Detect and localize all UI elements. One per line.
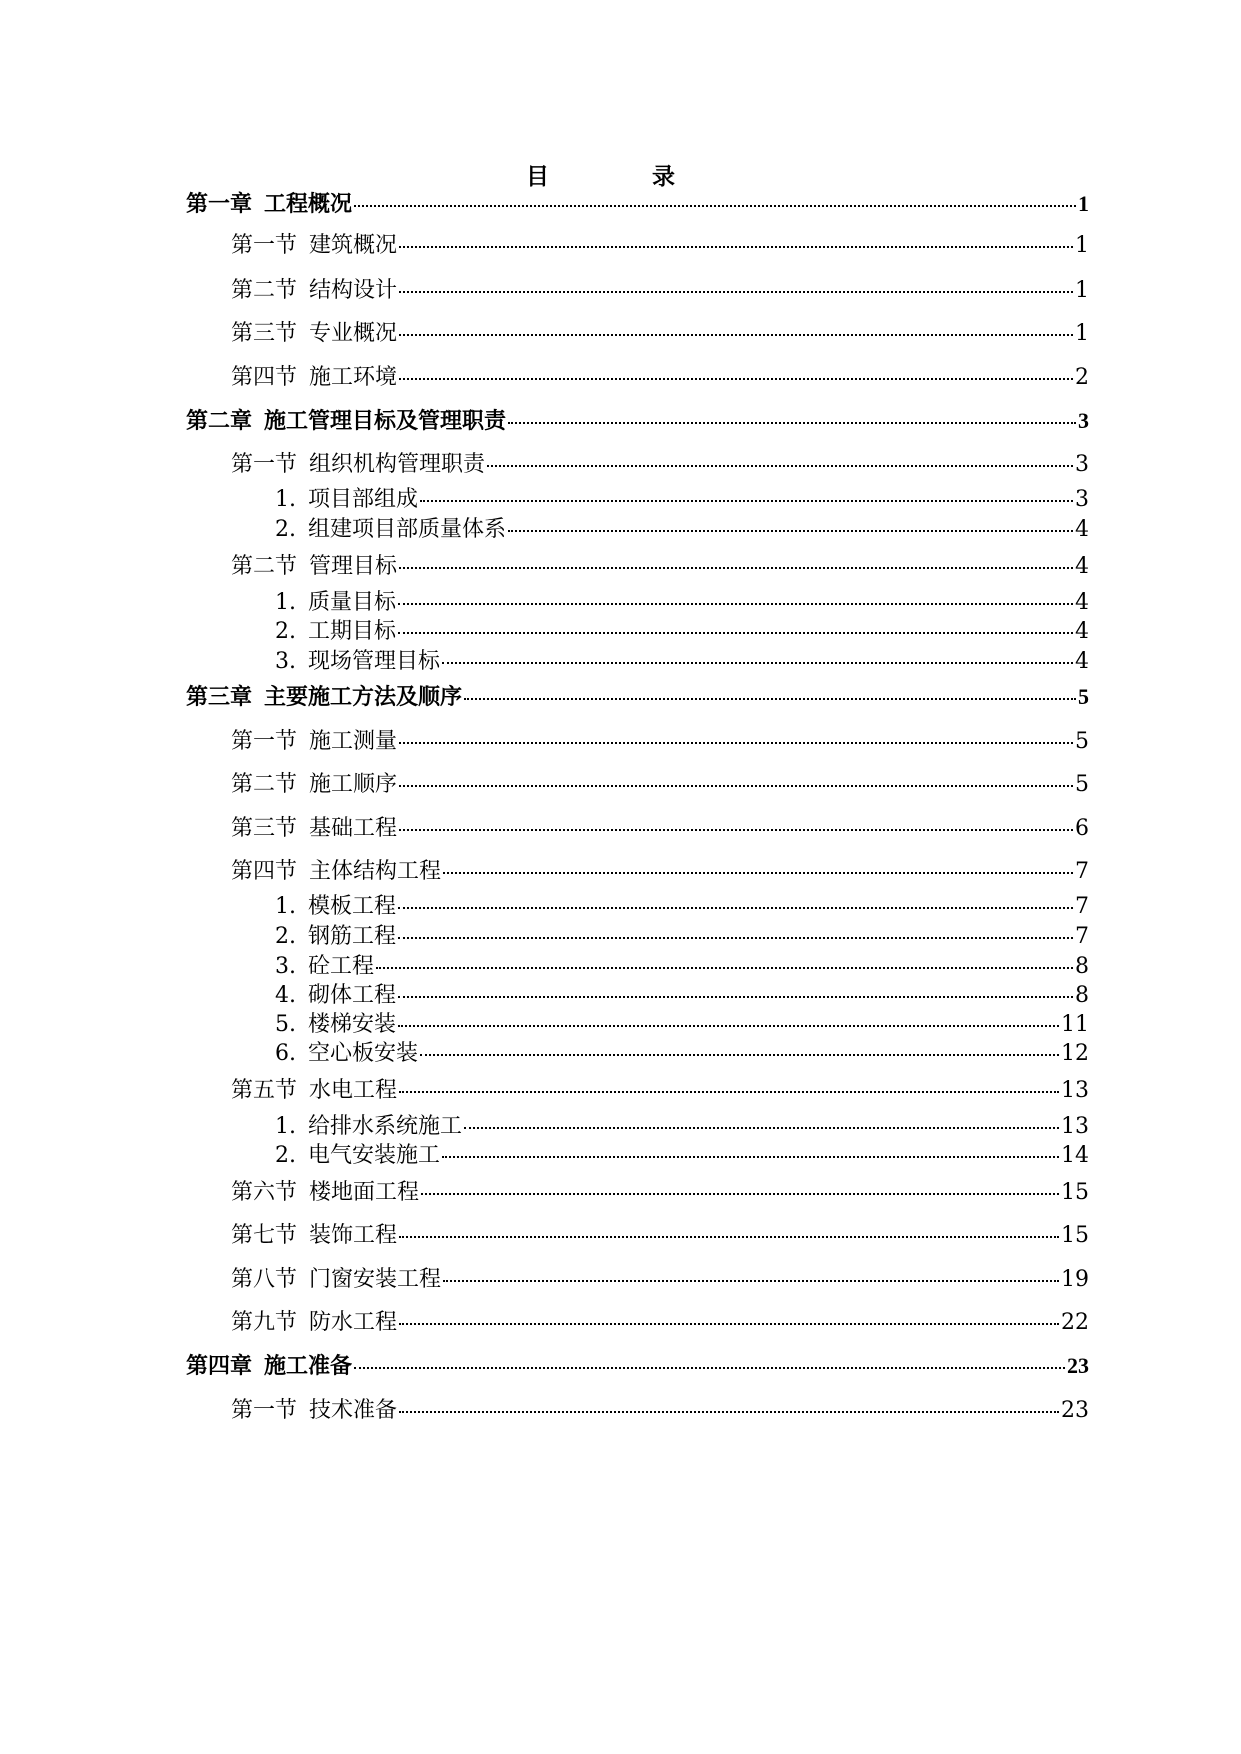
toc-entry-page-number: 2	[1075, 365, 1089, 390]
toc-entry-text: 技术准备	[309, 1398, 398, 1423]
toc-entry-label	[231, 815, 397, 843]
toc-entry-page-number: 19	[1061, 1267, 1089, 1292]
toc-entry-text: 施工顺序	[309, 772, 398, 797]
toc-entry-label	[231, 320, 397, 348]
toc-entry-label	[231, 1222, 397, 1250]
toc-entry-label	[231, 364, 397, 392]
toc-entry-label	[186, 1353, 352, 1381]
toc-entry-number: 第六节	[231, 1180, 298, 1205]
toc-entry-number: 1.	[275, 487, 296, 512]
toc-entry-page-number: 3	[1075, 452, 1089, 477]
toc-entry-number: 1.	[275, 590, 296, 615]
toc-entry-label	[275, 953, 374, 981]
toc-entry-label	[231, 451, 485, 479]
dot-leader	[398, 1024, 1059, 1027]
toc-entry-number: 第九节	[231, 1310, 298, 1335]
dot-leader	[399, 828, 1073, 831]
toc-entry-label	[275, 893, 396, 921]
toc-entry-text: 楼梯安装	[308, 1012, 397, 1037]
toc-entry-label	[186, 684, 462, 712]
dot-leader	[376, 966, 1073, 969]
toc-entry-label	[231, 728, 397, 756]
toc-entry-number: 2.	[275, 924, 296, 949]
toc-entry-text: 专业概况	[309, 321, 398, 346]
dot-leader	[354, 204, 1076, 207]
toc-entry-page-number: 13	[1061, 1114, 1089, 1139]
toc-entry-number: 1.	[275, 894, 296, 919]
toc-entry-text: 施工环境	[309, 365, 398, 390]
toc-entry-label	[231, 1266, 441, 1294]
toc-entry[interactable]	[231, 771, 1089, 799]
dot-leader	[399, 377, 1073, 380]
toc-entry-number: 第四章	[186, 1354, 253, 1379]
toc-entry[interactable]	[231, 858, 1089, 886]
dot-leader	[443, 1279, 1059, 1282]
toc-entry-text: 项目部组成	[308, 487, 419, 512]
toc-entry-page-number: 3	[1075, 487, 1089, 512]
toc-entry-number: 第七节	[231, 1223, 298, 1248]
toc-entry-page-number: 1	[1075, 321, 1089, 346]
toc-entry-page-number: 1	[1075, 233, 1089, 258]
toc-entry[interactable]	[275, 1040, 1089, 1068]
toc-entry-label	[275, 982, 396, 1010]
dot-leader	[464, 1126, 1059, 1129]
toc-entry-number: 3.	[275, 954, 296, 979]
toc-entry[interactable]	[275, 516, 1089, 544]
toc-entry-page-number: 6	[1075, 816, 1089, 841]
toc-entry-page-number: 4	[1075, 554, 1089, 579]
toc-entry-page-number: 11	[1061, 1012, 1089, 1037]
toc-entry-text: 工期目标	[308, 619, 397, 644]
toc-entry-label	[275, 923, 396, 951]
toc-entry-text: 施工准备	[264, 1354, 353, 1379]
toc-entry-page-number: 4	[1075, 590, 1089, 615]
toc-entry-text: 给排水系统施工	[308, 1114, 463, 1139]
toc-entry[interactable]	[186, 1352, 1089, 1380]
toc-entry-text: 施工管理目标及管理职责	[264, 409, 507, 434]
toc-entry-label	[275, 1040, 418, 1068]
toc-entry-number: 第一章	[186, 192, 253, 217]
toc-entry-label	[231, 771, 397, 799]
toc-entry-text: 装饰工程	[309, 1223, 398, 1248]
toc-entry-number: 第一节	[231, 1398, 298, 1423]
toc-entry-label	[275, 486, 418, 514]
toc-entry[interactable]	[231, 1309, 1089, 1337]
toc-entry[interactable]	[275, 618, 1089, 646]
toc-entry-page-number: 8	[1075, 983, 1089, 1008]
toc-entry-label	[275, 648, 440, 676]
dot-leader	[398, 602, 1073, 605]
toc-entry-text: 管理目标	[309, 554, 398, 579]
dot-leader	[399, 566, 1073, 569]
toc-entry[interactable]	[231, 1179, 1089, 1207]
toc-entry[interactable]	[275, 982, 1089, 1010]
toc-entry-label	[231, 1397, 397, 1425]
toc-entry[interactable]	[231, 815, 1089, 843]
toc-entry-page-number: 5	[1075, 772, 1089, 797]
toc-entry-text: 模板工程	[308, 894, 397, 919]
toc-entry-number: 4.	[275, 983, 296, 1008]
toc-entry-number: 2.	[275, 619, 296, 644]
toc-entry-number: 第三章	[186, 685, 253, 710]
toc-entry-page-number: 8	[1075, 954, 1089, 979]
dot-leader	[398, 906, 1073, 909]
toc-entry[interactable]	[186, 407, 1089, 435]
toc-entry-page-number: 14	[1061, 1143, 1089, 1168]
toc-entry[interactable]	[231, 553, 1089, 581]
toc-entry-page-number: 7	[1075, 894, 1089, 919]
toc-entry-label	[275, 516, 506, 544]
toc-entry[interactable]	[275, 1142, 1089, 1170]
dot-leader	[508, 421, 1076, 424]
dot-leader	[442, 1155, 1059, 1158]
toc-entry[interactable]	[231, 364, 1089, 392]
dot-leader	[508, 529, 1073, 532]
dot-leader	[421, 1192, 1059, 1195]
toc-entry[interactable]	[186, 683, 1089, 711]
toc-entry-page-number: 7	[1075, 859, 1089, 884]
toc-entry-number: 1.	[275, 1114, 296, 1139]
dot-leader	[399, 1090, 1059, 1093]
toc-entry-text: 组织机构管理职责	[309, 452, 486, 477]
toc-entry-page-number: 1	[1078, 191, 1089, 216]
toc-entry-number: 第二节	[231, 772, 298, 797]
toc-entry-number: 第一节	[231, 233, 298, 258]
toc-entry-page-number: 5	[1075, 729, 1089, 754]
toc-entry[interactable]	[275, 1011, 1089, 1039]
dot-leader	[420, 499, 1073, 502]
toc-entry-number: 6.	[275, 1041, 296, 1066]
toc-entry-number: 5.	[275, 1012, 296, 1037]
toc-entry[interactable]	[186, 190, 1089, 218]
toc-entry-label	[231, 858, 441, 886]
dot-leader	[399, 1235, 1059, 1238]
toc-entry-text: 钢筋工程	[308, 924, 397, 949]
toc-entry[interactable]	[231, 1266, 1089, 1294]
toc-entry-text: 主要施工方法及顺序	[264, 685, 463, 710]
toc-entry[interactable]	[231, 1397, 1089, 1425]
toc-entry-page-number: 4	[1075, 517, 1089, 542]
toc-entry-page-number: 4	[1075, 619, 1089, 644]
toc-entry-page-number: 7	[1075, 924, 1089, 949]
toc-entry-number: 第三节	[231, 816, 298, 841]
toc-entry-number: 第四节	[231, 859, 298, 884]
toc-entry-number: 第八节	[231, 1267, 298, 1292]
toc-entry[interactable]	[275, 486, 1089, 514]
toc-entry-page-number: 15	[1061, 1180, 1089, 1205]
dot-leader	[487, 464, 1073, 467]
toc-entry-text: 组建项目部质量体系	[308, 517, 507, 542]
toc-entry[interactable]	[275, 893, 1089, 921]
toc-entry[interactable]	[275, 589, 1089, 617]
toc-entry-label	[231, 232, 397, 260]
toc-entry[interactable]	[275, 953, 1089, 981]
toc-entry-label	[186, 191, 352, 219]
toc-entry-text: 主体结构工程	[309, 859, 442, 884]
toc-entry-text: 质量目标	[308, 590, 397, 615]
toc-entry-number: 第三节	[231, 321, 298, 346]
dot-leader	[399, 290, 1073, 293]
toc-entry-text: 楼地面工程	[309, 1180, 420, 1205]
dot-leader	[354, 1366, 1065, 1369]
toc-entry-page-number: 23	[1061, 1398, 1089, 1423]
toc-entry-number: 3.	[275, 649, 296, 674]
dot-leader	[399, 333, 1073, 336]
toc-entry-text: 门窗安装工程	[309, 1267, 442, 1292]
toc-entry[interactable]	[275, 923, 1089, 951]
dot-leader	[464, 697, 1076, 700]
toc-entry-text: 建筑概况	[309, 233, 398, 258]
toc-entry-page-number: 4	[1075, 649, 1089, 674]
toc-entry-number: 第四节	[231, 365, 298, 390]
toc-entry-text: 砌体工程	[308, 983, 397, 1008]
toc-entry-text: 空心板安装	[308, 1041, 419, 1066]
toc-entry-label	[231, 1077, 397, 1105]
dot-leader	[442, 661, 1073, 664]
toc-entry-number: 第二节	[231, 278, 298, 303]
toc-entry-label	[231, 1309, 397, 1337]
toc-entry-text: 施工测量	[309, 729, 398, 754]
dot-leader	[399, 245, 1073, 248]
toc-entry[interactable]	[231, 320, 1089, 348]
toc-entry[interactable]	[231, 277, 1089, 305]
toc-title: 目 录	[526, 164, 715, 190]
toc-entry-text: 基础工程	[309, 816, 398, 841]
toc-entry[interactable]	[275, 1113, 1089, 1141]
toc-entry[interactable]	[231, 451, 1089, 479]
toc-entry-number: 第一节	[231, 729, 298, 754]
toc-entry-label	[275, 1113, 462, 1141]
toc-entry[interactable]	[231, 232, 1089, 260]
toc-entry-label	[275, 1142, 440, 1170]
toc-entry-page-number: 23	[1067, 1353, 1089, 1378]
dot-leader	[398, 995, 1073, 998]
toc-entry-text: 现场管理目标	[308, 649, 441, 674]
toc-entry-text: 水电工程	[309, 1078, 398, 1103]
toc-entry-page-number: 13	[1061, 1078, 1089, 1103]
toc-entry-label	[186, 408, 506, 436]
toc-entry-page-number: 3	[1078, 408, 1089, 433]
dot-leader	[398, 936, 1073, 939]
toc-entry-label	[231, 1179, 419, 1207]
toc-entry-page-number: 5	[1078, 684, 1089, 709]
toc-entry-number: 第五节	[231, 1078, 298, 1103]
toc-entry-label	[231, 277, 397, 305]
toc-entry-number: 2.	[275, 1143, 296, 1168]
toc-entry-number: 第一节	[231, 452, 298, 477]
dot-leader	[399, 784, 1073, 787]
toc-entry-label	[275, 618, 396, 646]
toc-entry-page-number: 22	[1061, 1310, 1089, 1335]
toc-entry[interactable]	[231, 1077, 1089, 1105]
toc-entry-text: 结构设计	[309, 278, 398, 303]
dot-leader	[399, 1410, 1059, 1413]
dot-leader	[399, 1322, 1059, 1325]
toc-entry-text: 电气安装施工	[308, 1143, 441, 1168]
dot-leader	[398, 631, 1073, 634]
toc-entry[interactable]	[275, 648, 1089, 676]
toc-entry-page-number: 1	[1075, 278, 1089, 303]
toc-entry-number: 2.	[275, 517, 296, 542]
dot-leader	[399, 741, 1073, 744]
toc-entry-text: 防水工程	[309, 1310, 398, 1335]
toc-entry-label	[231, 553, 397, 581]
toc-entry[interactable]	[231, 1222, 1089, 1250]
toc-entry-label	[275, 1011, 396, 1039]
toc-entry-number: 第二章	[186, 409, 253, 434]
toc-entry[interactable]	[231, 728, 1089, 756]
toc-entry-label	[275, 589, 396, 617]
toc-entry-number: 第二节	[231, 554, 298, 579]
toc-entry-page-number: 12	[1061, 1041, 1089, 1066]
dot-leader	[420, 1053, 1059, 1056]
toc-entry-text: 砼工程	[308, 954, 375, 979]
dot-leader	[443, 871, 1073, 874]
toc-entry-page-number: 15	[1061, 1223, 1089, 1248]
toc-entry-text: 工程概况	[264, 192, 353, 217]
